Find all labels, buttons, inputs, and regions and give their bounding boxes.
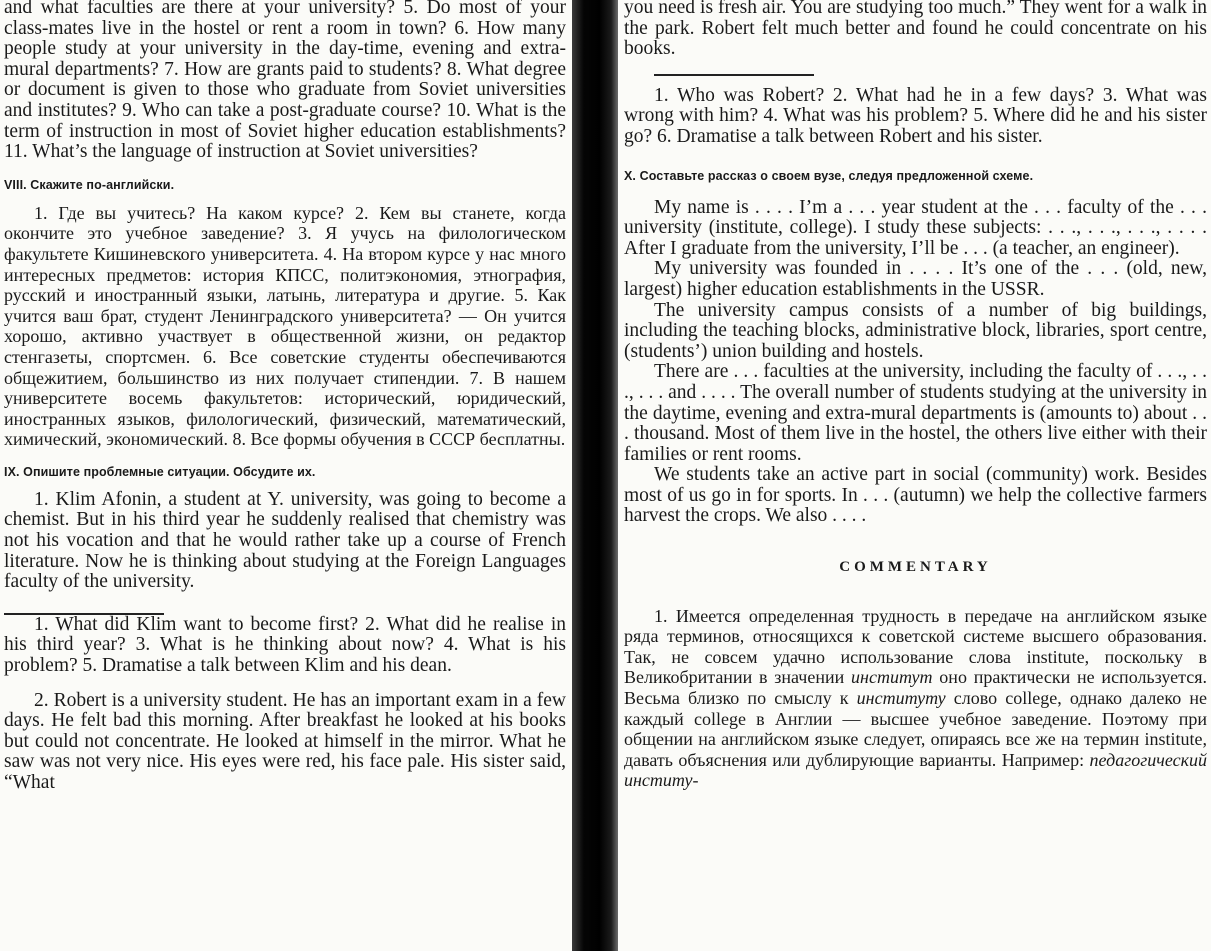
- right-page: [618, 0, 1211, 951]
- commentary-heading: COMMENTARY: [839, 559, 992, 576]
- commentary-text-a: 1. Имеется определенная трудность в передаче на английском языке ряда терминов, относящихся к советской системе высшего образования. Так, не совсем удачно использование слова institute, поскольку в Великобритании в значении: [624, 605, 1207, 688]
- situation-robert-questions: 1. Who was Robert? 2. What had he in a few days? 3. What was wrong with him? 4. What was his problem? 5. Where did he and his sister go? 6. Dramatise a talk between Robert and his sister.: [624, 84, 1207, 147]
- story-paragraph-3: The university campus consists of a number of big buildings, including the teaching blocks, administrative block, libraries, sport centre, (students’) union building and hostels.: [624, 299, 1207, 362]
- paragraph-questions-continued: and what faculties are there at your university? 5. Do most of your class-mates live in the hostel or rent a room in town? 6. How many people study at your university in the day-time, evening and extra-mural departments? 7. How are grants paid to students? 8. What degree or document is given to those who graduate from Soviet universities and institutes? 9. Who can take a post-graduate course? 10. What is the term of instruction in most of Soviet higher education establishments? 11. What’s the language of instruction at Soviet universities?: [4, 0, 566, 163]
- book-spine-shadow: [572, 0, 618, 951]
- paragraph-robert-continued: you need is fresh air. You are studying too much.” They went for a walk in the park. Robert felt much better and found he could concentrate on his books.: [624, 0, 1207, 60]
- left-column: [0, 0, 572, 794]
- exercise-10-heading: X. Составьте рассказ о своем вузе, следуя предложенной схеме.: [624, 168, 1034, 183]
- situation-robert-text: 2. Robert is a university student. He has an important exam in a few days. He felt bad this morning. After breakfast he looked at his books but could not concentrate. He looked at himself in the mirror. What he saw was not very nice. His eyes were red, his face pale. His sister said, “What: [4, 689, 566, 793]
- story-paragraph-1: My name is . . . . I’m a . . . year student at the . . . faculty of the . . . university (institute, college). I study these subjects: . . ., . . ., . . ., . . . . After I graduate from the university, I’ll be . . . (a teacher, an engineer).: [624, 196, 1207, 259]
- commentary-italic-term: институту: [856, 688, 946, 709]
- exercise-9-heading: IX. Опишите проблемные ситуации. Обсудите их.: [4, 464, 316, 479]
- right-column: [618, 0, 1211, 791]
- story-paragraph-5: We students take an active part in social (community) work. Besides most of us go in for sports. In . . . (autumn) we help the collective farmers harvest the crops. We also . . . .: [624, 464, 1207, 527]
- exercise-8-heading: VIII. Скажите по-английски.: [4, 177, 175, 192]
- commentary-note-1: [624, 606, 1207, 791]
- situation-klim-questions: 1. What did Klim want to become first? 2. What did he realise in his third year? 3. What is he thinking about now? 4. What is his problem? 5. Dramatise a talk between Klim and his dean.: [4, 613, 566, 677]
- commentary-text-b: оно практически не используется. Весьма близко по смыслу к: [624, 667, 1207, 709]
- story-paragraph-2: My university was founded in . . . . It’s one of the . . . (old, new, largest) higher education establishments in the USSR.: [624, 258, 1207, 300]
- commentary-italic-term: институт: [851, 667, 933, 688]
- commentary-text-c: слово college, однако далеко не каждый college в Англии — высшее учебное заведение. Поэтому при общении на английском языке следует, опираясь все же на термин institute, давать объяснения или дублирующие варианты. Например:: [624, 688, 1207, 770]
- commentary-italic-term: педагогический институ-: [624, 749, 1207, 791]
- exercise-8-text: 1. Где вы учитесь? На каком курсе? 2. Кем вы станете, когда окончите это учебное заведение? 3. Я учусь на филологическом факультете Кишиневского университета. 4. На втором курсе у нас много интересных предметов: история КПСС, политэкономия, этнография, русский и иностранный языки, латынь, литература и другие. 5. Как учится ваш брат, студент Ленинградского университета? — Он учится хорошо, активно участвует в общественной жизни, он редактор стенгазеты, спортсмен. 6. Все советские студенты обеспечиваются общежитием, большинство из них получает стипендии. 7. В нашем университете восемь факультетов: исторический, юридический, иностранных языков, филологический, физический, математический, химический, экономический. 8. Все формы обучения в СССР бесплатны.: [4, 202, 566, 450]
- left-page: [0, 0, 572, 951]
- story-paragraph-4: There are . . . faculties at the university, including the faculty of . . ., . . ., . . . and . . . . The overall number of students studying at the university in the daytime, evening and extra-mural departments is (amounts to) about . . . thousand. Most of them live in the hostel, the others live either with their families or rent rooms.: [624, 361, 1207, 465]
- situation-klim-text: 1. Klim Afonin, a student at Y. university, was going to become a chemist. But in his third year he suddenly realised that chemistry was not his vocation and that he would rather take up a course of French literature. Now he is thinking about studying at the Foreign Languages faculty of the university.: [4, 488, 566, 593]
